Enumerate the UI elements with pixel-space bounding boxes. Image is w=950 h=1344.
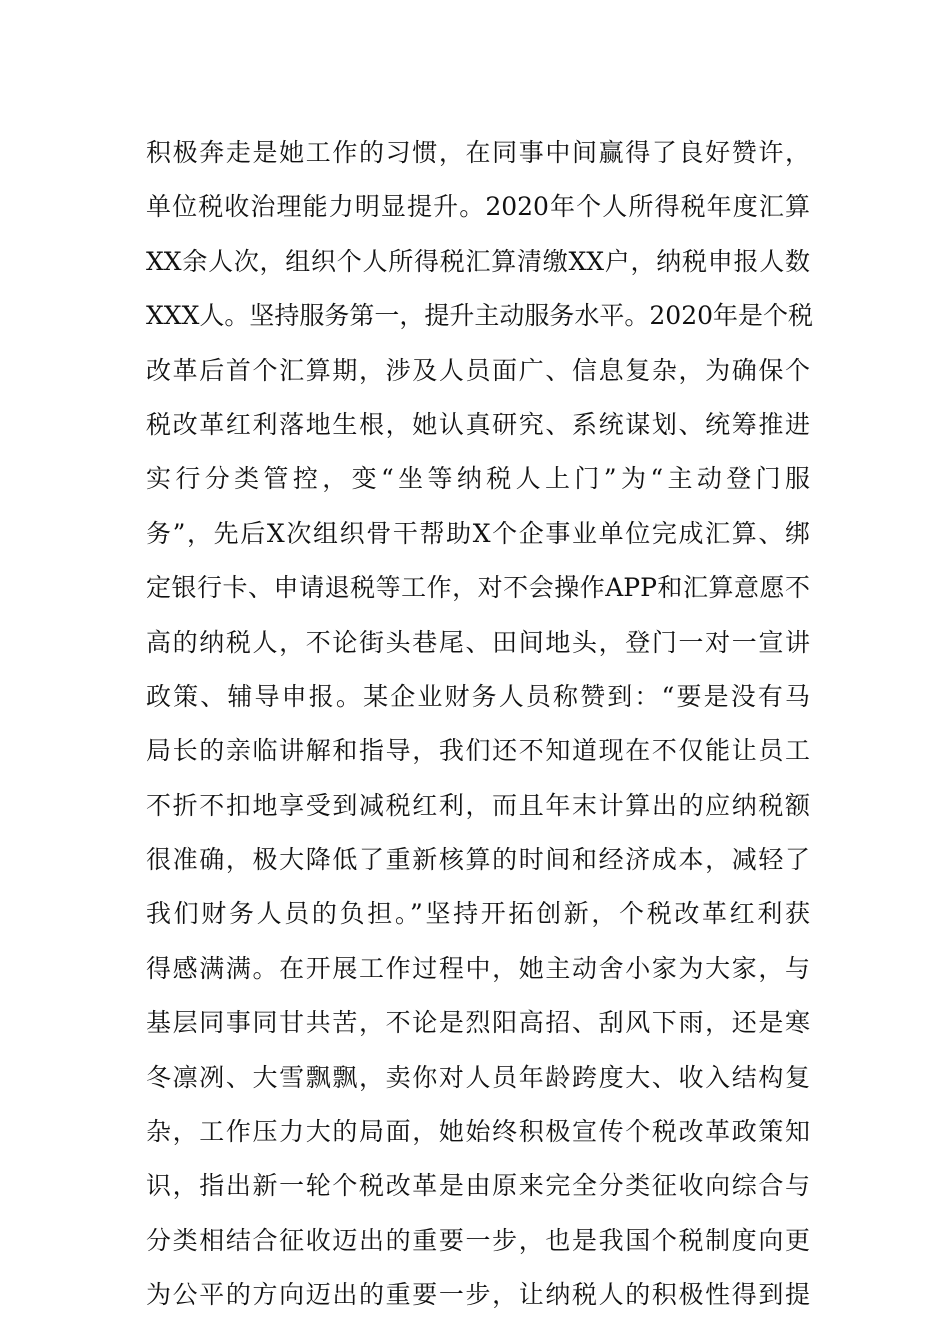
text-line: 务”，先后X次组织骨干帮助X个企事业单位完成汇算、绑 bbox=[146, 518, 810, 548]
text-line: 单位税收治理能力明显提升。2020年个人所得税年度汇算 bbox=[146, 192, 810, 222]
text-line: 定银行卡、申请退税等工作，对不会操作APP和汇算意愿不 bbox=[146, 573, 810, 603]
text-line: 为公平的方向迈出的重要一步，让纳税人的积极性得到提 bbox=[146, 1280, 810, 1310]
document-body bbox=[146, 126, 814, 1323]
text-line: 政策、辅导申报。某企业财务人员称赞到：“要是没有马 bbox=[146, 681, 810, 711]
text-line: 基层同事同甘共苦，不论是烈阳高招、刮风下雨，还是寒 bbox=[146, 1008, 810, 1038]
text-line: 局长的亲临讲解和指导，我们还不知道现在不仅能让员工 bbox=[146, 736, 810, 766]
text-line: 识，指出新一轮个税改革是由原来完全分类征收向综合与 bbox=[146, 1171, 810, 1201]
text-line: XXX人。坚持服务第一，提升主动服务水平。2020年是个税 bbox=[146, 301, 814, 331]
text-line: 改革后首个汇算期，涉及人员面广、信息复杂，为确保个 bbox=[146, 355, 810, 385]
text-line: 高的纳税人，不论街头巷尾、田间地头，登门一对一宣讲 bbox=[146, 627, 810, 657]
text-line: 很准确，极大降低了重新核算的时间和经济成本，减轻了 bbox=[146, 845, 810, 875]
text-line: 实行分类管控，变“坐等纳税人上门”为“主动登门服 bbox=[146, 464, 810, 494]
text-line: 杂，工作压力大的局面，她始终积极宣传个税改革政策知 bbox=[146, 1117, 810, 1147]
text-line: XX余人次，组织个人所得税汇算清缴XX户，纳税申报人数 bbox=[146, 246, 810, 276]
text-line: 冬凛冽、大雪飘飘，卖你对人员年龄跨度大、收入结构复 bbox=[146, 1062, 810, 1092]
text-line: 得感满满。在开展工作过程中，她主动舍小家为大家，与 bbox=[146, 953, 810, 983]
text-line: 我们财务人员的负担。”坚持开拓创新，个税改革红利获 bbox=[146, 899, 810, 929]
text-line: 税改革红利落地生根，她认真研究、系统谋划、统筹推进 bbox=[146, 409, 810, 439]
text-line: 分类相结合征收迈出的重要一步，也是我国个税制度向更 bbox=[146, 1225, 810, 1255]
text-line: 积极奔走是她工作的习惯，在同事中间赢得了良好赞许， bbox=[146, 138, 810, 167]
text-line: 不折不扣地享受到减税红利，而且年末计算出的应纳税额 bbox=[146, 790, 810, 820]
